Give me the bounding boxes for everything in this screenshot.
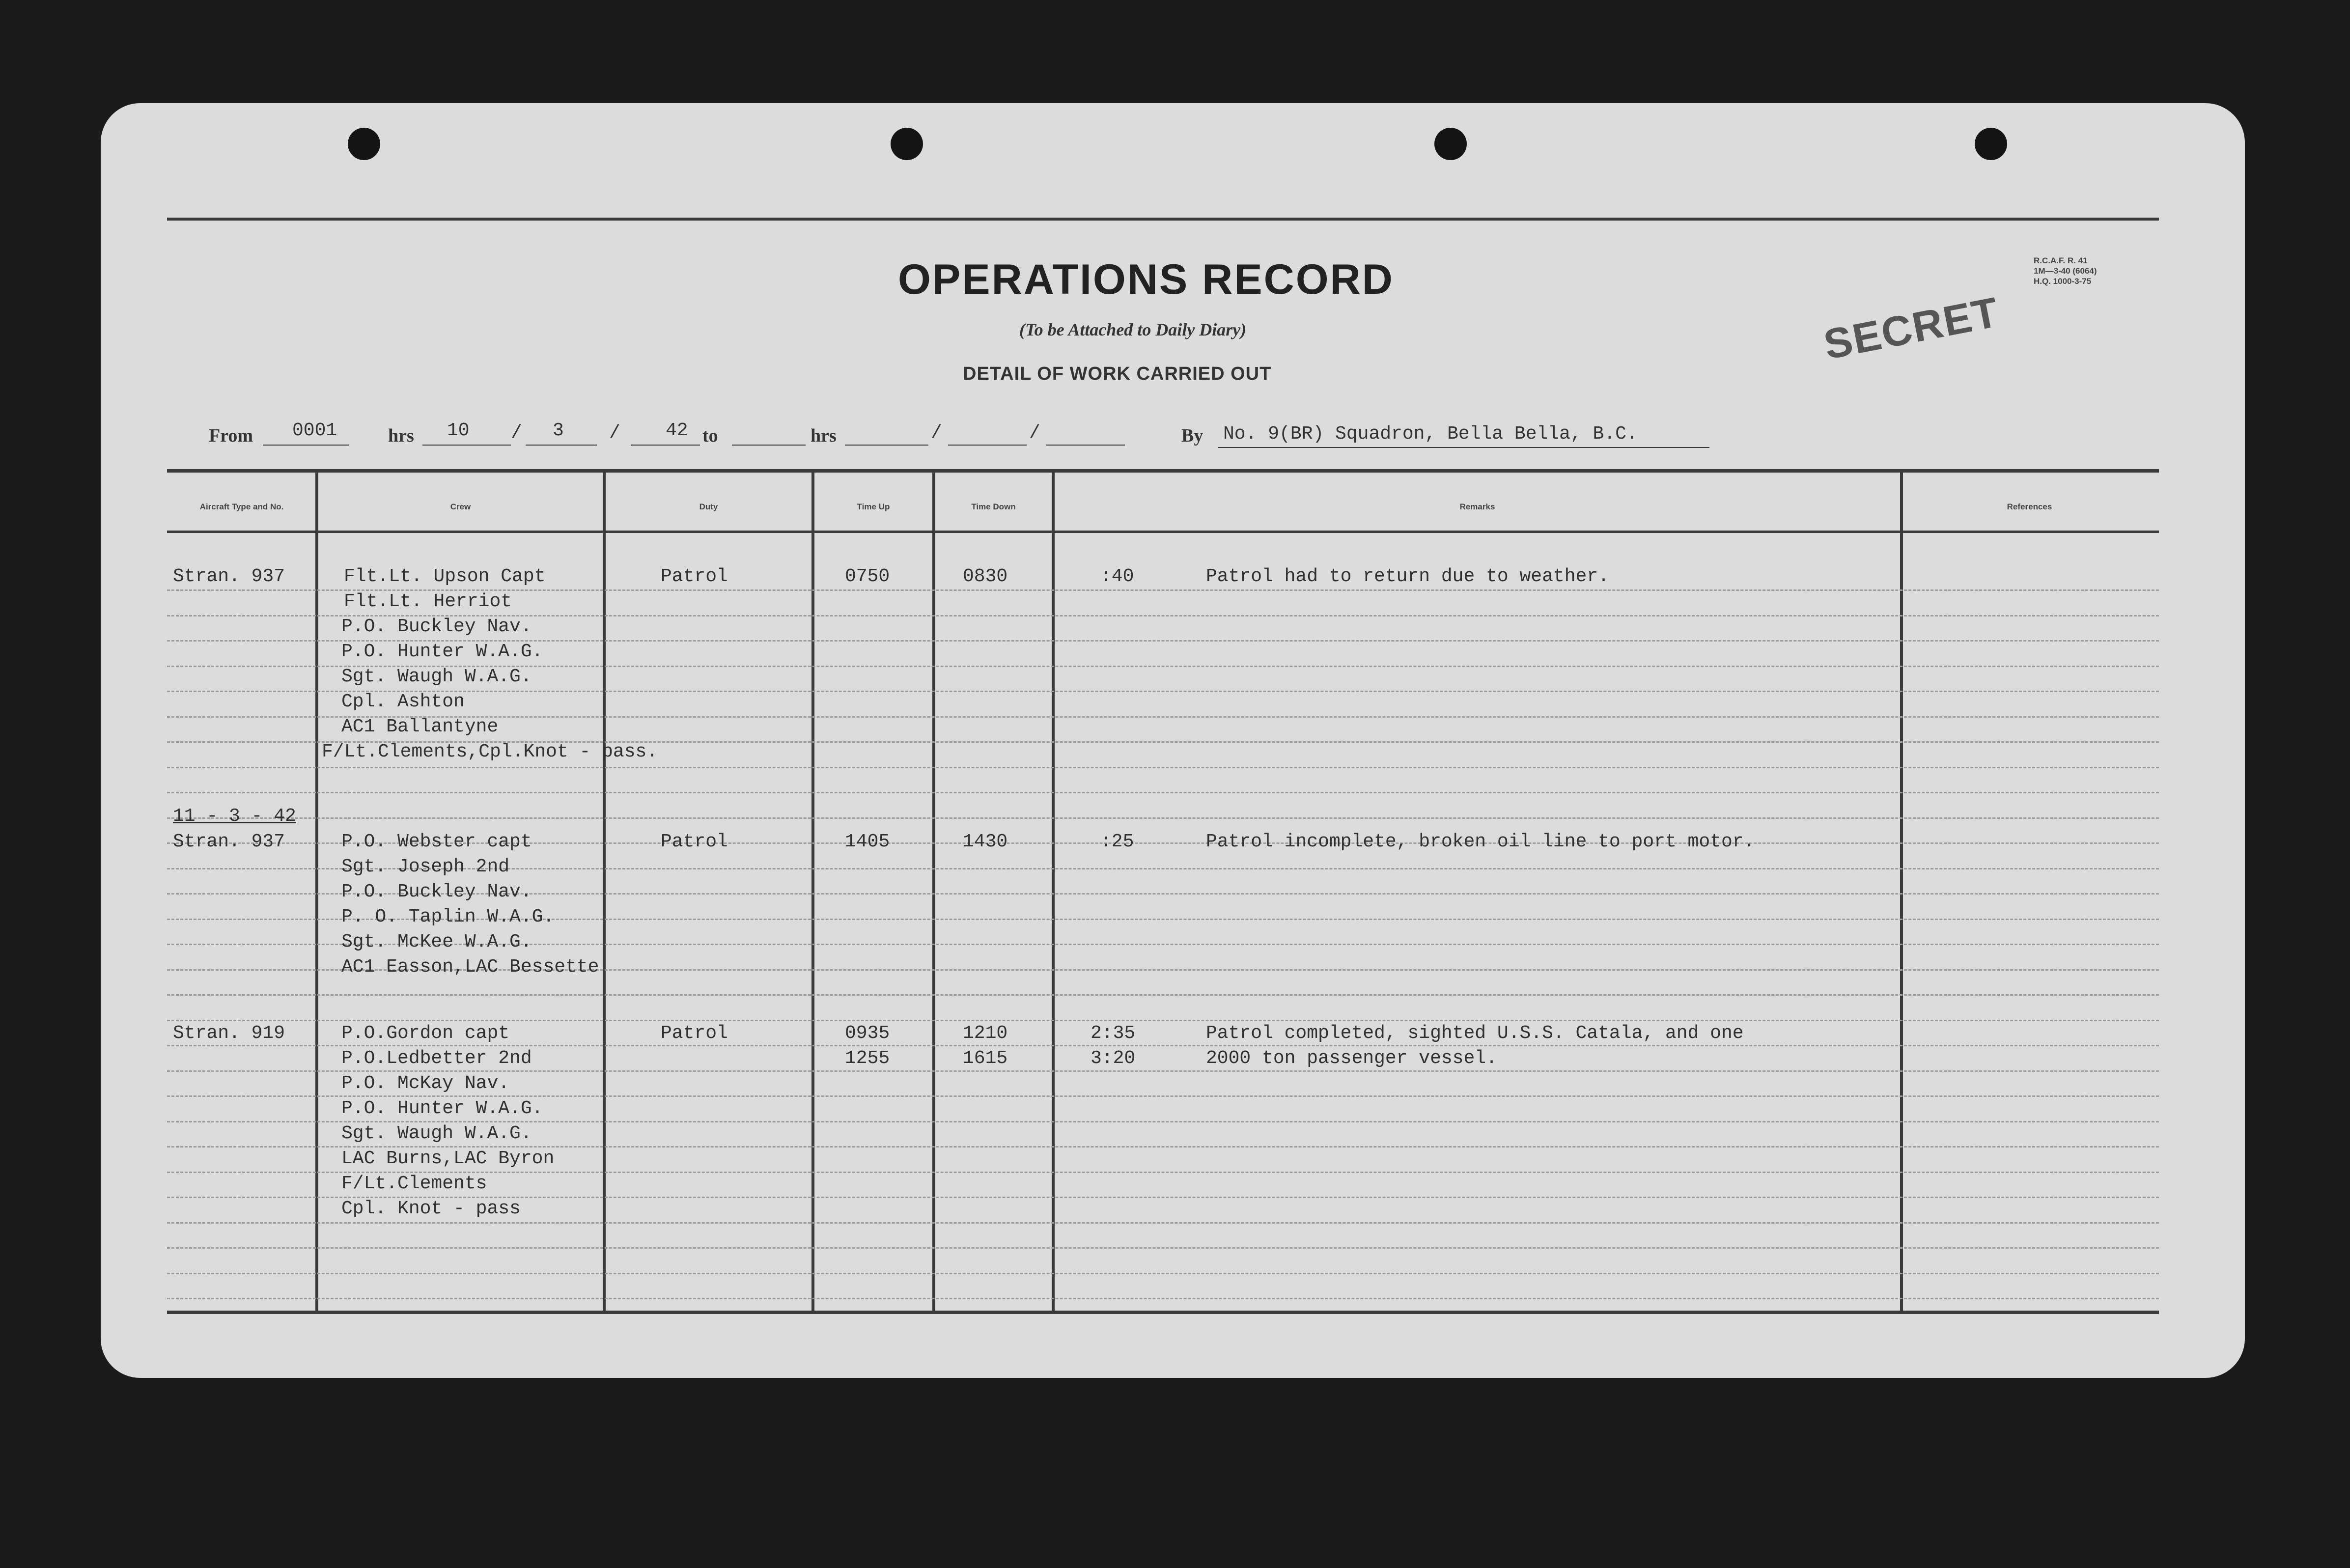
column-divider (1052, 473, 1055, 1311)
column-divider (315, 473, 318, 1311)
secret-stamp: SECRET (1820, 288, 2003, 369)
ruling-line (167, 1298, 2159, 1299)
ruling-line (167, 1273, 2159, 1274)
punch-hole (348, 128, 380, 160)
duration-cell: 2:35 3:20 (1091, 1023, 1136, 1069)
header-bottom-rule (167, 531, 2159, 533)
unit-name: No. 9(BR) Squadron, Bella Bella, B.C. (1223, 423, 1638, 445)
fill-underline (422, 445, 511, 446)
ruling-line (167, 767, 2159, 768)
month-value: 3 (553, 420, 564, 441)
entry-date: 11 - 3 - 42 (173, 806, 296, 827)
to-label: to (702, 425, 718, 446)
fill-underline (1046, 445, 1125, 446)
time-up-cell: 0750 (845, 566, 890, 587)
remarks-cell: Patrol completed, sighted U.S.S. Catala, and one 2000 ton passenger vessel. (1206, 1023, 1744, 1069)
time-down-cell: 1210 1615 (963, 1023, 1008, 1069)
time-down-cell: 0830 (963, 566, 1008, 587)
year-value: 42 (666, 420, 688, 441)
detail-heading: DETAIL OF WORK CARRIED OUT (963, 364, 1272, 384)
date-separator: / (1029, 422, 1040, 444)
table-top-rule (167, 469, 2159, 473)
fill-underline (845, 445, 928, 446)
time-up-cell: 1405 (845, 831, 890, 852)
page-title: OPERATIONS RECORD (898, 256, 1394, 303)
fill-underline (526, 445, 597, 446)
day-value: 10 (447, 420, 470, 441)
fill-underline (948, 445, 1027, 446)
punch-hole (1975, 128, 2007, 160)
column-header-time-up: Time Up (857, 502, 890, 511)
table-bottom-rule (167, 1311, 2159, 1314)
page-subtitle: (To be Attached to Daily Diary) (1019, 320, 1247, 339)
date-separator: / (609, 422, 620, 444)
by-label: By (1181, 425, 1203, 446)
date-separator: / (511, 422, 522, 444)
ruling-line (167, 1222, 2159, 1224)
column-divider (932, 473, 935, 1311)
fill-underline (732, 445, 806, 446)
hrs2-label: hrs (811, 425, 837, 446)
ruling-line (167, 1247, 2159, 1249)
punch-hole (891, 128, 923, 160)
duration-cell: :40 (1100, 566, 1134, 587)
column-header-references: References (2007, 502, 2052, 511)
time-down-cell: 1430 (963, 831, 1008, 852)
column-header-time-down: Time Down (971, 502, 1016, 511)
hrs-label: hrs (388, 425, 414, 446)
column-divider (1900, 473, 1903, 1311)
ruling-line (167, 817, 2159, 819)
time-up-cell: 0935 1255 (845, 1023, 890, 1069)
duty-cell: Patrol (661, 566, 728, 587)
duty-cell: Patrol (661, 1023, 728, 1044)
remarks-cell: Patrol incomplete, broken oil line to port motor. (1206, 831, 1755, 852)
fill-underline (263, 445, 349, 446)
fill-underline (631, 445, 700, 446)
aircraft-cell: Stran. 937 (173, 566, 285, 587)
crew-cell: P.O.Gordon capt P.O.Ledbetter 2nd P.O. McKay Nav. P.O. Hunter W.A.G. Sgt. Waugh W.A.G. LAC Burns,LAC Byron F/Lt.Clements Cpl. Knot - pass (341, 1023, 555, 1219)
form-number: R.C.A.F. R. 41 1M—3-40 (6064) H.Q. 1000-3-75 (2034, 256, 2097, 286)
punch-hole (1434, 128, 1467, 160)
column-header-remarks: Remarks (1459, 502, 1495, 511)
crew-cell: P.O. Webster capt Sgt. Joseph 2nd P.O. Buckley Nav. P. O. Taplin W.A.G. Sgt. McKee W.A.G. AC1 Easson,LAC Bessette (341, 831, 599, 978)
ruling-line (167, 792, 2159, 793)
crew-cell: Flt.Lt. Upson Capt Flt.Lt. Herriot P.O. Buckley Nav. P.O. Hunter W.A.G. Sgt. Waugh W.A.G. Cpl. Ashton AC1 Ballantyne F/Lt.Clements,Cpl.Knot - pass. (322, 566, 658, 762)
aircraft-cell: Stran. 919 (173, 1023, 285, 1044)
duration-cell: :25 (1100, 831, 1134, 852)
column-header-aircraft: Aircraft Type and No. (199, 502, 284, 511)
column-header-crew: Crew (450, 502, 471, 511)
from-label: From (209, 425, 253, 446)
fill-underline (1218, 447, 1709, 448)
ruling-line (167, 994, 2159, 996)
column-header-duty: Duty (699, 502, 718, 511)
column-divider (811, 473, 814, 1311)
from-time: 0001 (292, 420, 337, 441)
remarks-cell: Patrol had to return due to weather. (1206, 566, 1609, 587)
duty-cell: Patrol (661, 831, 728, 852)
date-separator: / (931, 422, 942, 444)
top-rule (167, 218, 2159, 221)
aircraft-cell: Stran. 937 (173, 831, 285, 852)
